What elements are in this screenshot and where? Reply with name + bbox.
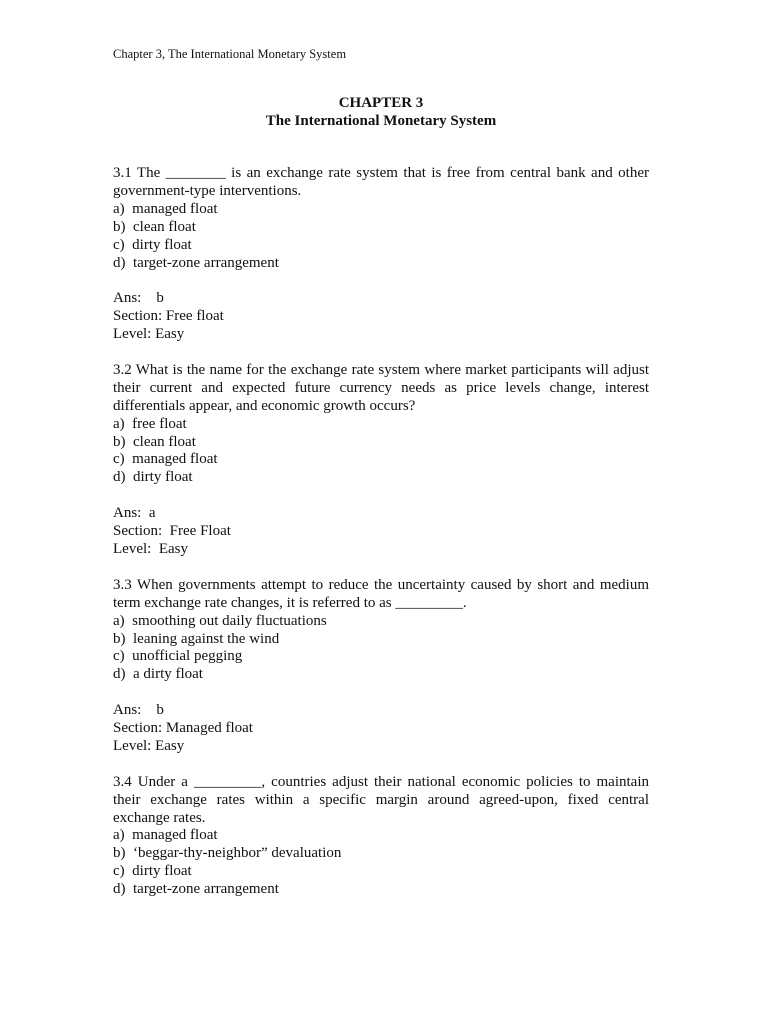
question-stem: 3.3 When governments attempt to reduce the uncertainty caused by short and medium term exchange rate changes, it is referred to as _________. — [113, 576, 649, 611]
option-c: c) dirty float — [113, 236, 192, 253]
question-3-2 — [113, 362, 649, 559]
option-d: d) target-zone arrangement — [113, 254, 279, 271]
section-line: Section: Free Float — [113, 523, 231, 540]
question-stem: 3.1 The ________ is an exchange rate system that is free from central bank and other government-type interventions. — [113, 165, 649, 199]
option-b: b) leaning against the wind — [113, 630, 280, 647]
option-a: a) managed float — [113, 200, 218, 217]
answer-line: Ans: b — [113, 702, 164, 719]
section-line: Section: Managed float — [113, 720, 253, 737]
chapter-number: CHAPTER 3 — [338, 95, 424, 111]
option-b: b) ‘beggar-thy-neighbor” devaluation — [113, 845, 342, 862]
answer-key — [113, 290, 649, 344]
option-d: d) a dirty float — [113, 666, 203, 683]
level-line: Level: Easy — [113, 737, 185, 754]
question-stem: 3.2 What is the name for the exchange rate system where market participants will adjust their current and expected future currency needs as price levels change, interest differentials appear, and economic growth occurs? — [113, 361, 649, 414]
question-3-4 — [113, 774, 649, 899]
answer-options — [113, 613, 649, 685]
answer-key — [113, 505, 649, 559]
question-3-3 — [113, 577, 649, 756]
answer-options — [113, 416, 649, 488]
option-c: c) unofficial pegging — [113, 648, 243, 665]
section-line: Section: Free float — [113, 308, 224, 325]
running-header: Chapter 3, The International Monetary System — [113, 47, 347, 61]
option-d: d) dirty float — [113, 469, 193, 486]
chapter-name: The International Monetary System — [265, 113, 497, 129]
chapter-title-block — [113, 94, 649, 130]
answer-options — [113, 827, 649, 899]
answer-key — [113, 702, 649, 756]
option-c: c) dirty float — [113, 863, 192, 880]
question-3-1 — [113, 165, 649, 344]
option-b: b) clean float — [113, 218, 196, 235]
answer-options — [113, 201, 649, 273]
option-d: d) target-zone arrangement — [113, 881, 279, 898]
answer-line: Ans: b — [113, 290, 164, 307]
option-a: a) smoothing out daily fluctuations — [113, 612, 327, 629]
option-a: a) managed float — [113, 827, 218, 844]
level-line: Level: Easy — [113, 540, 188, 557]
option-a: a) free float — [113, 415, 187, 432]
option-b: b) clean float — [113, 433, 196, 450]
level-line: Level: Easy — [113, 326, 185, 343]
question-stem: 3.4 Under a _________, countries adjust their national economic policies to maintain their exchange rates within a specific margin around agreed-upon, fixed central exchange rates. — [113, 773, 649, 826]
answer-line: Ans: a — [113, 505, 156, 522]
question-list — [113, 165, 649, 917]
option-c: c) managed float — [113, 451, 218, 468]
